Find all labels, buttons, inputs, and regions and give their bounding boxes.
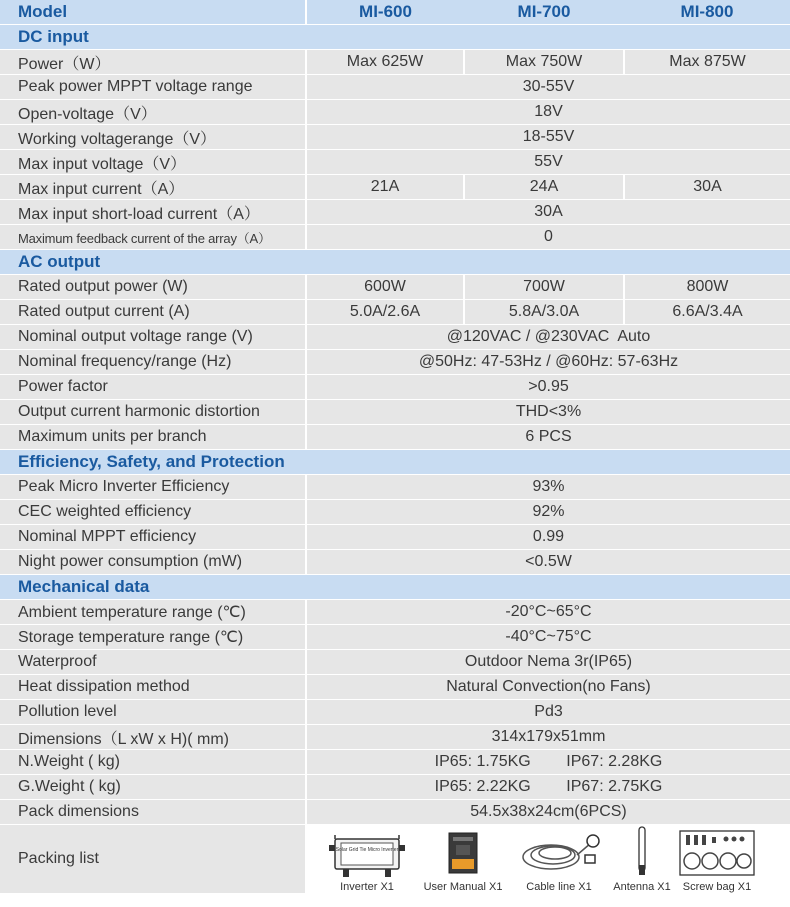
table-row	[0, 375, 790, 400]
row-value: @50Hz: 47-53Hz / @60Hz: 57-63Hz	[306, 350, 790, 375]
row-label: Maximum units per branch	[0, 425, 306, 450]
table-row	[0, 400, 790, 425]
col-mi-800: MI-800	[624, 0, 790, 25]
row-value: Pd3	[306, 700, 790, 725]
row-value: 24A	[464, 175, 624, 200]
row-label: Waterproof	[0, 650, 306, 675]
row-label: Max input voltage（V）	[0, 150, 306, 175]
row-value: 30A	[624, 175, 790, 200]
table-row	[0, 75, 790, 100]
row-value: 0.99	[306, 525, 790, 550]
row-value: 55V	[306, 150, 790, 175]
section-title: Mechanical data	[0, 575, 790, 600]
table-row	[0, 725, 790, 750]
row-label: Nominal output voltage range (V)	[0, 325, 306, 350]
table-row	[0, 475, 790, 500]
packing-items	[306, 825, 790, 893]
row-label: Night power consumption (mW)	[0, 550, 306, 575]
row-label: Working voltagerange（V）	[0, 125, 306, 150]
packing-item-caption: User Manual X1	[423, 881, 503, 893]
row-value: Max 750W	[464, 50, 624, 75]
screw-bag-icon	[678, 829, 756, 879]
row-value: THD<3%	[306, 400, 790, 425]
inverter-device-text-1: Solar Grid Tie Micro Inverter	[335, 847, 399, 853]
row-value: 18V	[306, 100, 790, 125]
packing-item-caption: Inverter X1	[340, 881, 394, 893]
packing-item-caption: Cable line X1	[526, 881, 592, 893]
row-value: 700W	[464, 275, 624, 300]
row-label: G.Weight ( kg)	[0, 775, 306, 800]
row-label: Nominal frequency/range (Hz)	[0, 350, 306, 375]
model-label: Model	[0, 0, 306, 25]
row-label: Peak power MPPT voltage range	[0, 75, 306, 100]
packing-table	[0, 825, 790, 893]
col-mi-600: MI-600	[306, 0, 464, 25]
row-label: Dimensions（L xW x H)( mm)	[0, 725, 306, 750]
table-row	[0, 100, 790, 125]
row-value: Max 875W	[624, 50, 790, 75]
packing-label: Packing list	[0, 825, 306, 893]
table-row	[0, 525, 790, 550]
packing-item-antenna	[609, 825, 675, 893]
table-row	[0, 750, 790, 775]
row-value: 30A	[306, 200, 790, 225]
table-row	[0, 500, 790, 525]
table-row	[0, 425, 790, 450]
table-header	[0, 0, 790, 25]
row-value: 0	[306, 225, 790, 250]
table-row	[0, 225, 790, 250]
manual-icon	[443, 829, 483, 879]
row-value: -40°C~75°C	[306, 625, 790, 650]
table-row	[0, 650, 790, 675]
table-row	[0, 800, 790, 825]
table-row	[0, 775, 790, 800]
row-label: Max input short-load current（A）	[0, 200, 306, 225]
row-label: Nominal MPPT efficiency	[0, 525, 306, 550]
section-header	[0, 25, 790, 50]
row-label: Pollution level	[0, 700, 306, 725]
table-row	[0, 325, 790, 350]
packing-item-inverter	[317, 831, 417, 893]
packing-item-cable	[509, 829, 609, 893]
row-value: 54.5x38x24cm(6PCS)	[306, 800, 790, 825]
row-value: Natural Convection(no Fans)	[306, 675, 790, 700]
row-label: Ambient temperature range (℃)	[0, 600, 306, 625]
row-value: @120VAC / @230VAC Auto	[306, 325, 790, 350]
packing-item-screw-bag	[675, 829, 759, 893]
row-label: Rated output current (A)	[0, 300, 306, 325]
row-value: 93%	[306, 475, 790, 500]
row-value: IP65: 1.75KG IP67: 2.28KG	[306, 750, 790, 775]
cable-icon	[517, 829, 601, 879]
table-row	[0, 350, 790, 375]
antenna-icon	[632, 825, 652, 879]
row-label: Pack dimensions	[0, 800, 306, 825]
packing-row	[0, 825, 790, 893]
table-row	[0, 175, 790, 200]
row-value: 30-55V	[306, 75, 790, 100]
row-value: 800W	[624, 275, 790, 300]
table-row	[0, 150, 790, 175]
row-label: Maximum feedback current of the array（A）	[0, 225, 306, 250]
packing-item-manual	[417, 829, 509, 893]
table-row	[0, 50, 790, 75]
row-label: Max input current（A）	[0, 175, 306, 200]
row-value: >0.95	[306, 375, 790, 400]
row-value: Outdoor Nema 3r(IP65)	[306, 650, 790, 675]
row-value: 92%	[306, 500, 790, 525]
row-value: IP65: 2.22KG IP67: 2.75KG	[306, 775, 790, 800]
row-label: Output current harmonic distortion	[0, 400, 306, 425]
row-value: 600W	[306, 275, 464, 300]
col-mi-700: MI-700	[464, 0, 624, 25]
row-label: N.Weight ( kg)	[0, 750, 306, 775]
table-row	[0, 200, 790, 225]
packing-item-caption: Screw bag X1	[682, 881, 752, 893]
row-value: 314x179x51mm	[306, 725, 790, 750]
row-value: 6.6A/3.4A	[624, 300, 790, 325]
row-label: Rated output power (W)	[0, 275, 306, 300]
row-label: Open-voltage（V）	[0, 100, 306, 125]
row-label: CEC weighted efficiency	[0, 500, 306, 525]
section-title: Efficiency, Safety, and Protection	[0, 450, 790, 475]
packing-item-caption: Antenna X1	[613, 881, 671, 893]
table-row	[0, 125, 790, 150]
row-label: Power factor	[0, 375, 306, 400]
table-row	[0, 275, 790, 300]
table-row	[0, 550, 790, 575]
row-value: 6 PCS	[306, 425, 790, 450]
row-value: <0.5W	[306, 550, 790, 575]
section-title: DC input	[0, 25, 790, 50]
row-value: 18-55V	[306, 125, 790, 150]
row-label: Heat dissipation method	[0, 675, 306, 700]
section-header	[0, 575, 790, 600]
row-label: Peak Micro Inverter Efficiency	[0, 475, 306, 500]
row-value: 5.0A/2.6A	[306, 300, 464, 325]
table-row	[0, 600, 790, 625]
table-row	[0, 700, 790, 725]
inverter-icon	[327, 831, 407, 879]
table-row	[0, 625, 790, 650]
row-label: Power（W）	[0, 50, 306, 75]
row-value: Max 625W	[306, 50, 464, 75]
row-value: 21A	[306, 175, 464, 200]
section-header	[0, 450, 790, 475]
row-value: -20°C~65°C	[306, 600, 790, 625]
table-row	[0, 300, 790, 325]
row-label: Storage temperature range (℃)	[0, 625, 306, 650]
row-value: 5.8A/3.0A	[464, 300, 624, 325]
section-header	[0, 250, 790, 275]
table-row	[0, 675, 790, 700]
section-title: AC output	[0, 250, 790, 275]
